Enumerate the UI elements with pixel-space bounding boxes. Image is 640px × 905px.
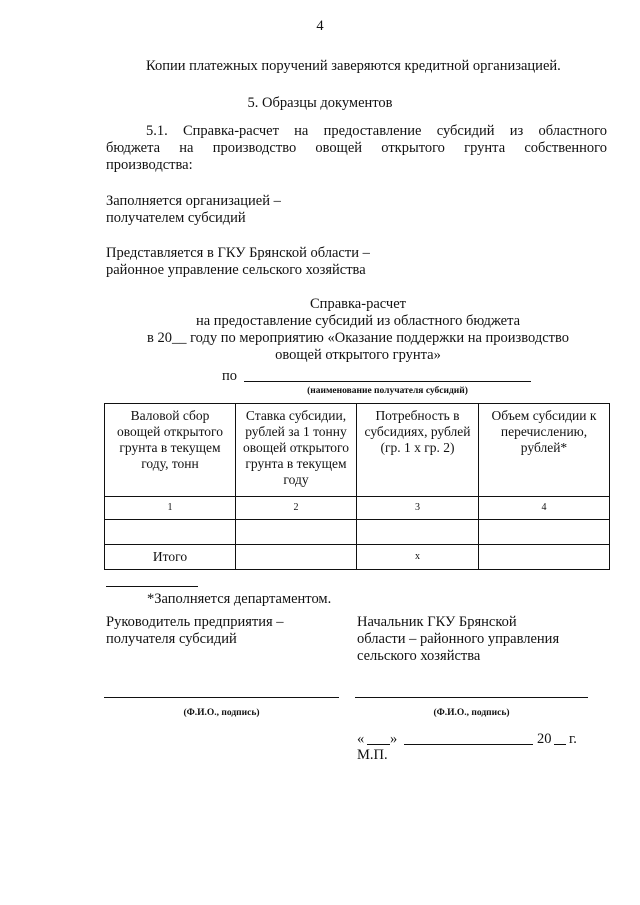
form-subtitle: в 20__ году по мероприятию «Оказание поддержки на производство	[146, 330, 569, 346]
page-number: 4	[316, 18, 324, 34]
header-need: Потребность в субсидиях, рублей (гр. 1 х гр. 2)	[357, 404, 479, 497]
sign-left-line: получателя субсидий	[106, 631, 237, 647]
header-transfer: Объем субсидии к перечислению, рублей*	[479, 404, 610, 497]
signature-field-left[interactable]	[104, 697, 339, 698]
subsidy-table	[104, 403, 610, 570]
cell-transfer[interactable]	[479, 520, 610, 545]
submitted-to-note	[106, 245, 370, 279]
form-subtitle: на предоставление субсидий из областного бюджета	[195, 313, 521, 329]
form-header	[0, 296, 640, 364]
date-year-prefix: 20	[537, 731, 552, 747]
section-title: 5. Образцы документов	[247, 95, 393, 111]
sign-left-title	[106, 614, 284, 648]
signature-field-right[interactable]	[355, 697, 588, 698]
form-subtitle: овощей открытого грунта»	[275, 347, 441, 363]
date-day-field[interactable]	[367, 728, 390, 745]
filled-by-note	[106, 193, 281, 227]
date-open-quote: «	[357, 731, 365, 747]
date-close-quote: »	[390, 731, 398, 747]
table-header-row	[105, 404, 610, 497]
total-mark: х	[357, 545, 479, 570]
date-month-field[interactable]	[404, 728, 533, 745]
date-year-field[interactable]	[554, 728, 566, 745]
sign-right-line: сельского хозяйства	[357, 648, 481, 664]
po-label: по	[222, 368, 238, 384]
col-number: 1	[105, 497, 236, 520]
filled-by-line: получателем субсидий	[106, 210, 246, 226]
table-row	[105, 520, 610, 545]
signature-caption-left: (Ф.И.О., подпись)	[183, 708, 260, 718]
paragraph-5-1	[106, 123, 607, 174]
cell-need[interactable]	[357, 520, 479, 545]
sign-right-line: области – районного управления	[357, 631, 560, 647]
header-rate: Ставка субсидии, рублей за 1 тонну овощей открытого грунта в текущем году	[236, 404, 357, 497]
recipient-caption: (наименование получателя субсидий)	[307, 386, 468, 396]
date-year-suffix: г.	[569, 731, 577, 747]
cell-rate[interactable]	[236, 520, 357, 545]
stamp-label: М.П.	[357, 747, 388, 763]
submitted-to-line: Представляется в ГКУ Брянской области –	[106, 245, 370, 261]
cell-harvest[interactable]	[105, 520, 236, 545]
intro-line: Копии платежных поручений заверяются кредитной организацией.	[146, 58, 561, 74]
col-number: 4	[479, 497, 610, 520]
filled-by-line: Заполняется организацией –	[106, 193, 281, 209]
cell-total-transfer[interactable]	[479, 545, 610, 570]
paragraph-line: бюджета на производство овощей открытого грунта собственного	[106, 140, 607, 156]
submitted-to-line: районное управление сельского хозяйства	[106, 262, 366, 278]
col-number: 3	[357, 497, 479, 520]
cell-total-rate[interactable]	[236, 545, 357, 570]
sign-left-line: Руководитель предприятия –	[106, 614, 284, 630]
header-harvest: Валовой сбор овощей открытого грунта в текущем году, тонн	[105, 404, 236, 497]
signature-caption-right: (Ф.И.О., подпись)	[433, 708, 510, 718]
sign-right-line: Начальник ГКУ Брянской	[357, 614, 517, 630]
paragraph-line: производства:	[106, 157, 193, 173]
table-total-row	[105, 545, 610, 570]
form-title: Справка-расчет	[310, 296, 406, 312]
footnote-divider	[106, 586, 198, 587]
paragraph-line: 5.1. Справка-расчет на предоставление субсидий из областного	[146, 123, 607, 139]
sign-right-title	[357, 614, 559, 665]
table-col-number-row	[105, 497, 610, 520]
recipient-name-field[interactable]	[244, 365, 531, 382]
col-number: 2	[236, 497, 357, 520]
total-label: Итого	[105, 545, 236, 570]
footnote: *Заполняется департаментом.	[147, 591, 332, 607]
